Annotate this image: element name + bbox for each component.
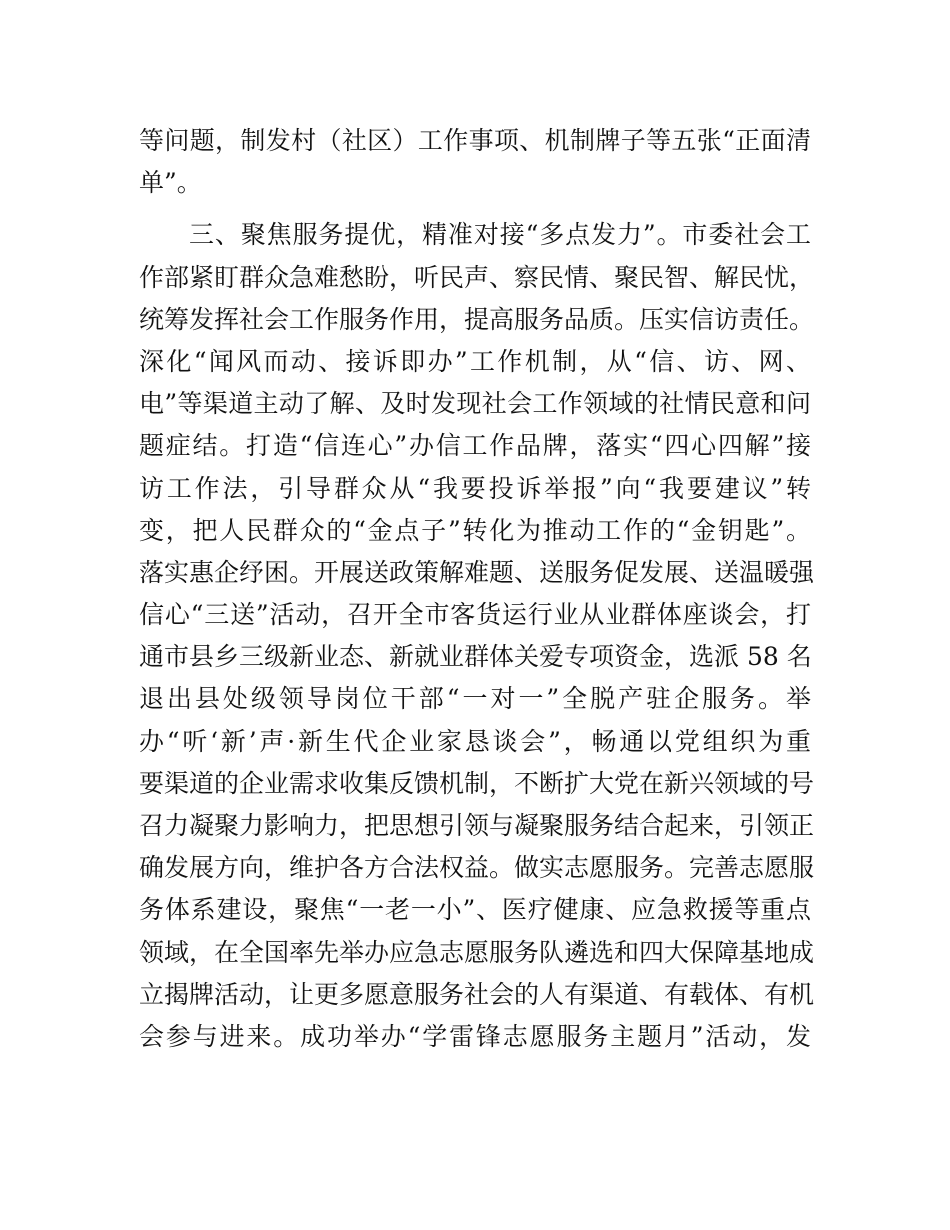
paragraph-2-line-17: 务体系建设，聚焦“一老一小”、医疗健康、应急救援等重点	[139, 895, 811, 925]
paragraph-2-line-6: 题症结。打造“信连心”办信工作品牌，落实“四心四解”接	[139, 431, 811, 461]
paragraph-2-line-14: 要渠道的企业需求收集反馈机制，不断扩大党在新兴领域的号	[139, 768, 815, 798]
paragraph-1-line-1: 等问题，制发村（社区）工作事项、机制牌子等五张“正面清	[139, 126, 811, 155]
paragraph-2-line-2: 作部紧盯群众急难愁盼，听民声、察民情、聚民智、解民忧，	[139, 262, 815, 292]
paragraph-2-line-5: 电”等渠道主动了解、及时发现社会工作领域的社情民意和问	[139, 389, 811, 419]
paragraph-2-line-12: 退出县处级领导岗位干部“一对一”全脱产驻企服务。举	[139, 684, 811, 714]
paragraph-1-line-2: 单”。	[139, 168, 202, 198]
paragraph-2-line-16: 确发展方向，维护各方合法权益。做实志愿服务。完善志愿服	[139, 853, 815, 883]
paragraph-2-line-8: 变，把人民群众的“金点子”转化为推动工作的“金钥匙”。	[139, 515, 811, 545]
paragraph-2-line-9: 落实惠企纾困。开展送政策解难题、送服务促发展、送温暖强	[139, 557, 815, 587]
paragraph-2-line-20: 会参与进来。成功举办“学雷锋志愿服务主题月”活动，发	[139, 1021, 811, 1051]
paragraph-2-line-15: 召力凝聚力影响力，把思想引领与凝聚服务结合起来，引领正	[139, 811, 815, 840]
paragraph-2-line-11: 通市县乡三级新业态、新就业群体关爱专项资金，选派 58 名	[139, 642, 812, 672]
body-text	[139, 120, 815, 1058]
paragraph-2-line-13: 办“听‘新’声·新生代企业家恳谈会”，畅通以党组织为重	[139, 726, 811, 756]
paragraph-2-line-3: 统筹发挥社会工作服务作用，提高服务品质。压实信访责任。	[139, 304, 815, 334]
paragraph-2-line-10: 信心“三送”活动，召开全市客货运行业从业群体座谈会，打	[139, 600, 811, 630]
paragraph-2-line-7: 访工作法，引导群众从“我要投诉举报”向“我要建议”转	[139, 473, 811, 503]
paragraph-2-line-1: 三、聚焦服务提优，精准对接“多点发力”。市委社会工	[189, 220, 811, 250]
paragraph-gap	[139, 204, 811, 214]
paragraph-2-line-19: 立揭牌活动，让更多愿意服务社会的人有渠道、有载体、有机	[139, 979, 815, 1009]
paragraph-2-line-4: 深化“闻风而动、接诉即办”工作机制，从“信、访、网、	[139, 346, 811, 376]
paragraph-2-line-18: 领域，在全国率先举办应急志愿服务队遴选和四大保障基地成	[139, 937, 815, 967]
